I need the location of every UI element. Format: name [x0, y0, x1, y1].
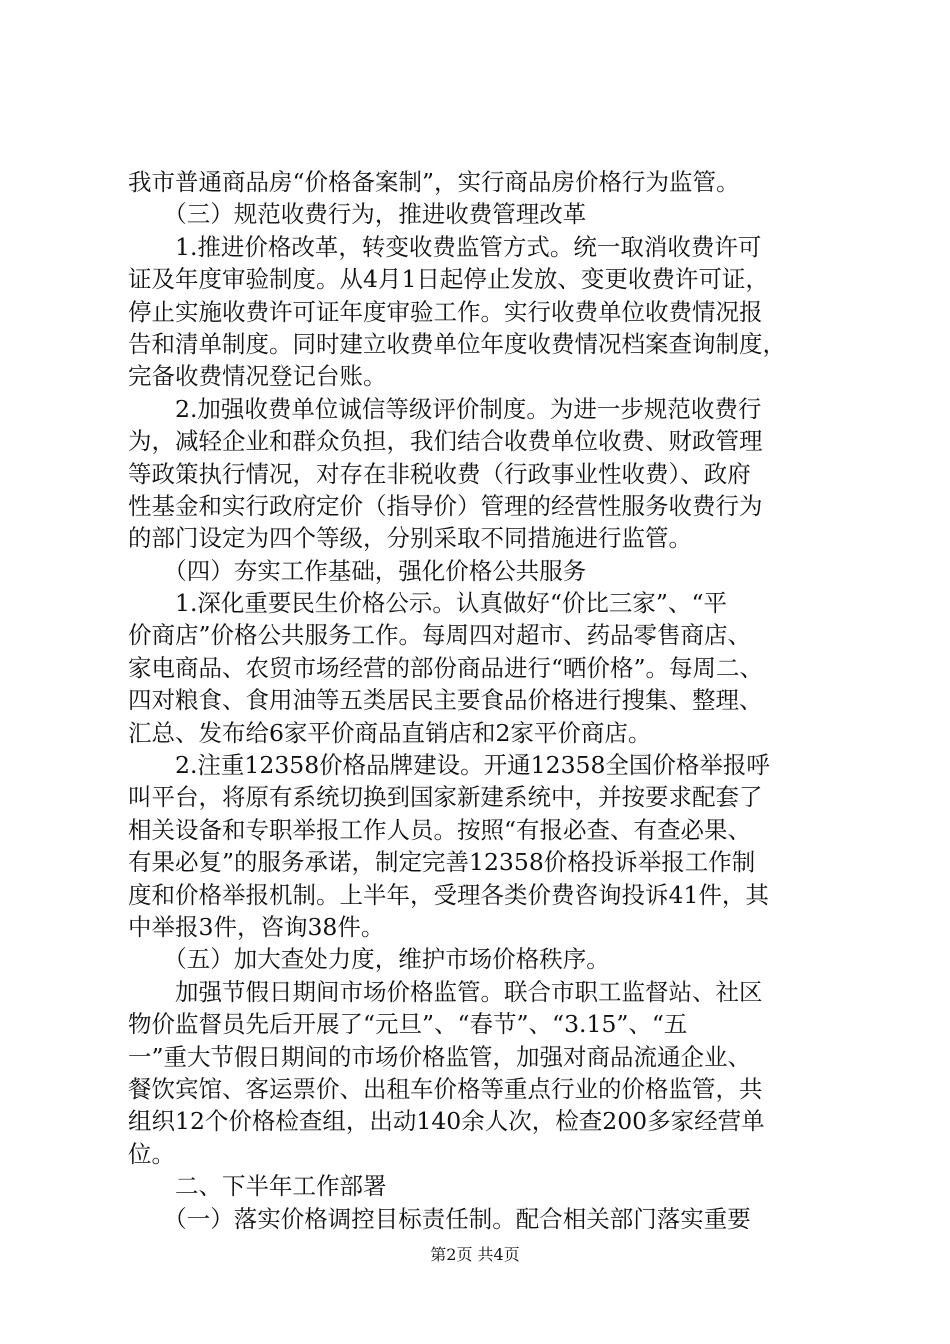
text-line: 我市普通商品房“价格备案制”，实行商品房价格行为监管。 — [128, 168, 740, 196]
text-line: 物价监督员先后开展了“元旦”、“春节”、“3.15”、“五 — [128, 1010, 688, 1039]
text-line: 停止实施收费许可证年度审验工作。实行收费单位收费情况报 — [128, 297, 763, 326]
text-line: 叫平台，将原有系统切换到国家新建系统中，并按要求配套了 — [128, 783, 763, 812]
text-line: 位。 — [128, 1139, 175, 1168]
text-line: 有果必复”的服务承诺，制定完善12358价格投诉举报工作制 — [128, 848, 756, 877]
text-line: 餐饮宾馆、客运票价、出租车价格等重点行业的价格监管，共 — [128, 1074, 763, 1103]
section-heading: （五）加大查处力度，维护市场价格秩序。 — [128, 945, 610, 974]
text-line: 性基金和实行政府定价（指导价）管理的经营性服务收费行为 — [128, 491, 763, 520]
page-footer — [0, 1245, 950, 1265]
text-line: 家电商品、农贸市场经营的部份商品进行“晒价格”。每周二、 — [128, 653, 764, 682]
section-heading: （四）夯实工作基础，强化价格公共服务 — [128, 556, 587, 585]
page-number: 第2页 共4页 — [430, 1245, 520, 1264]
text-line: 为，减轻企业和群众负担，我们结合收费单位收费、财政管理 — [128, 427, 763, 456]
text-line: 一”重大节假日期间的市场价格监管，加强对商品流通企业、 — [128, 1042, 752, 1071]
text-line: 相关设备和专职举报工作人员。按照“有报必查、有查必果、 — [128, 815, 752, 844]
text-line: 中举报3件，咨询38件。 — [128, 912, 385, 941]
text-line: （一）落实价格调控目标责任制。配合相关部门落实重要 — [128, 1204, 751, 1233]
text-line: 完备收费情况登记台账。 — [128, 362, 387, 391]
text-line: 等政策执行情况，对存在非税收费（行政事业性收费）、政府 — [128, 459, 751, 488]
text-line: 度和价格举报机制。上半年，受理各类价费咨询投诉41件，其 — [128, 880, 769, 909]
text-line: 价商店”价格公共服务工作。每周四对超市、药品零售商店、 — [128, 621, 752, 650]
section-heading: 二、下半年工作部署 — [128, 1172, 387, 1201]
text-line: 1.推进价格改革，转变收费监管方式。统一取消收费许可 — [128, 232, 762, 261]
text-line: 2.注重12358价格品牌建设。开通12358全国价格举报呼 — [128, 751, 770, 780]
text-line: 证及年度审验制度。从4月1日起停止发放、变更收费许可证， — [128, 265, 769, 294]
text-line: 四对粮食、食用油等五类居民主要食品价格进行搜集、整理、 — [128, 686, 763, 715]
document-body — [128, 166, 830, 1235]
text-line: 加强节假日期间市场价格监管。联合市职工监督站、社区 — [128, 977, 763, 1006]
text-line: 2.加强收费单位诚信等级评价制度。为进一步规范收费行 — [128, 394, 762, 423]
text-line: 1.深化重要民生价格公示。认真做好“价比三家”、“平 — [128, 589, 727, 618]
text-line: 组织12个价格检查组，出动140余人次，检查200多家经营单 — [128, 1107, 765, 1136]
text-line: 告和清单制度。同时建立收费单位年度收费情况档案查询制度， — [128, 329, 786, 358]
section-heading: （三）规范收费行为，推进收费管理改革 — [128, 200, 587, 229]
text-line: 汇总、发布给6家平价商品直销店和2家平价商店。 — [128, 718, 652, 747]
text-line: 的部门设定为四个等级，分别采取不同措施进行监管。 — [128, 524, 692, 553]
